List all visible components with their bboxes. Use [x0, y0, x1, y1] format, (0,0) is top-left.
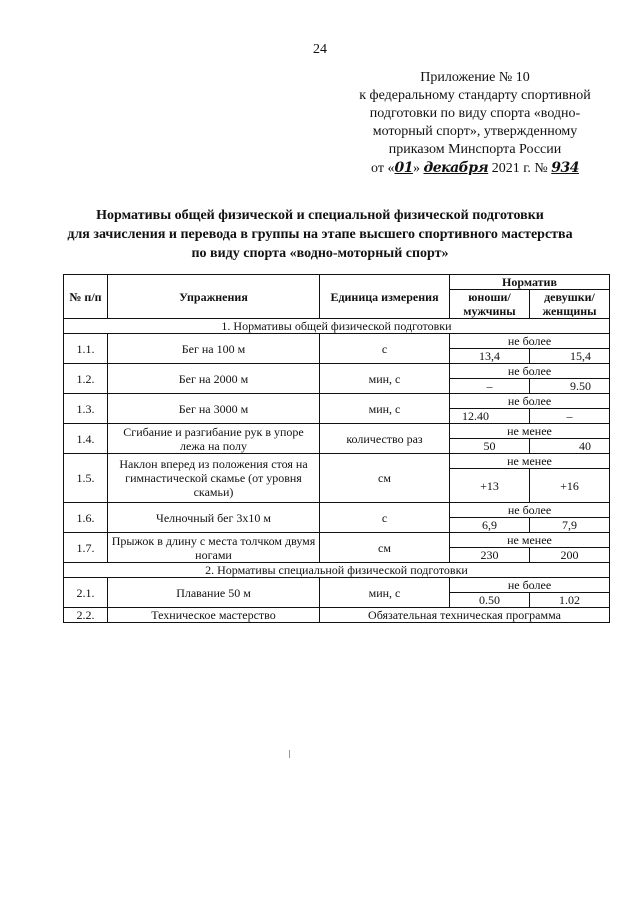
section-row: [64, 319, 610, 334]
row-num: 2.1.: [64, 578, 108, 608]
table-row: [64, 608, 610, 623]
row-exercise: Бег на 2000 м: [108, 364, 320, 394]
table-row: [64, 394, 610, 409]
appendix-title: Приложение № 10: [420, 70, 530, 85]
date-year: 2021 г. №: [491, 161, 548, 176]
row-qualifier: не менее: [450, 533, 610, 548]
row-num: 2.2.: [64, 608, 108, 623]
table-row: [64, 533, 610, 548]
row-unit: мин, с: [320, 578, 450, 608]
row-unit: с: [320, 503, 450, 533]
appendix-line: приказом Минспорта России: [388, 142, 562, 157]
handwritten-month: декабря: [423, 160, 489, 176]
appendix-line: к федеральному стандарту спортивной: [359, 88, 591, 103]
norms-table: [63, 274, 610, 623]
header-row: [64, 275, 610, 290]
row-exercise: Прыжок в длину с места толчком двумя ногами: [108, 533, 320, 563]
row-merged-value: Обязательная техническая программа: [320, 608, 610, 623]
header-norm: Норматив: [450, 275, 610, 290]
appendix-line: подготовки по виду спорта «водно-: [369, 106, 581, 121]
row-qualifier: не более: [450, 364, 610, 379]
table-row: [64, 334, 610, 349]
row-num: 1.6.: [64, 503, 108, 533]
title-line: по виду спорта «водно-моторный спорт»: [191, 246, 449, 261]
row-qualifier: не менее: [450, 424, 610, 439]
header-unit: Единица измерения: [320, 275, 450, 319]
row-qualifier: не более: [450, 394, 610, 409]
row-num: 1.3.: [64, 394, 108, 424]
value-female: 200: [530, 548, 610, 563]
header-exercise: Упражнения: [108, 275, 320, 319]
section-row: [64, 563, 610, 578]
value-female: 40: [530, 439, 610, 454]
document-title: [40, 206, 600, 263]
row-qualifier: не менее: [450, 454, 610, 469]
row-num: 1.7.: [64, 533, 108, 563]
header-male: юноши/ мужчины: [450, 290, 530, 319]
value-female: –: [530, 409, 610, 424]
date-mid: »: [412, 161, 420, 176]
row-unit: мин, с: [320, 364, 450, 394]
row-unit: мин, с: [320, 394, 450, 424]
value-male: 13,4: [450, 349, 530, 364]
row-num: 1.4.: [64, 424, 108, 454]
handwritten-order-number: 934: [551, 160, 579, 176]
row-exercise: Челночный бег 3х10 м: [108, 503, 320, 533]
row-qualifier: не более: [450, 503, 610, 518]
table-row: [64, 454, 610, 469]
value-male: 0.50: [450, 593, 530, 608]
row-exercise: Сгибание и разгибание рук в упоре лежа на полу: [108, 424, 320, 454]
appendix-block: [345, 69, 605, 178]
value-female: 15,4: [530, 349, 610, 364]
section-title: 2. Нормативы специальной физической подготовки: [64, 563, 610, 578]
value-male: –: [450, 379, 530, 394]
appendix-line: моторный спорт», утвержденному: [372, 124, 578, 139]
row-num: 1.1.: [64, 334, 108, 364]
value-male: 50: [450, 439, 530, 454]
row-qualifier: не более: [450, 334, 610, 349]
value-male: 6,9: [450, 518, 530, 533]
value-female: 7,9: [530, 518, 610, 533]
header-female: девушки/ женщины: [530, 290, 610, 319]
row-exercise: Плавание 50 м: [108, 578, 320, 608]
row-exercise: Бег на 3000 м: [108, 394, 320, 424]
header-num: № п/п: [64, 275, 108, 319]
table-row: [64, 364, 610, 379]
title-line: Нормативы общей физической и специальной физической подготовки: [96, 208, 544, 223]
value-male: 230: [450, 548, 530, 563]
table-row: [64, 578, 610, 593]
row-num: 1.5.: [64, 454, 108, 503]
row-unit: с: [320, 334, 450, 364]
value-female: 1.02: [530, 593, 610, 608]
order-date-line: [345, 159, 605, 178]
page-number: 24: [313, 42, 327, 57]
value-female: +16: [530, 469, 610, 503]
scan-mark: [289, 750, 290, 758]
value-male: +13: [450, 469, 530, 503]
date-prefix: от «: [371, 161, 395, 176]
row-unit: см: [320, 454, 450, 503]
title-line: для зачисления и перевода в группы на этапе высшего спортивного мастерства: [67, 227, 573, 242]
value-female: 9.50: [530, 379, 610, 394]
table-row: [64, 424, 610, 439]
section-title: 1. Нормативы общей физической подготовки: [64, 319, 610, 334]
row-exercise: Бег на 100 м: [108, 334, 320, 364]
row-exercise: Техническое мастерство: [108, 608, 320, 623]
table-row: [64, 503, 610, 518]
row-exercise: Наклон вперед из положения стоя на гимнастической скамье (от уровня скамьи): [108, 454, 320, 503]
row-num: 1.2.: [64, 364, 108, 394]
handwritten-day: 01: [394, 160, 413, 176]
row-unit: количество раз: [320, 424, 450, 454]
row-unit: см: [320, 533, 450, 563]
row-qualifier: не более: [450, 578, 610, 593]
value-male: 12.40: [450, 409, 530, 424]
